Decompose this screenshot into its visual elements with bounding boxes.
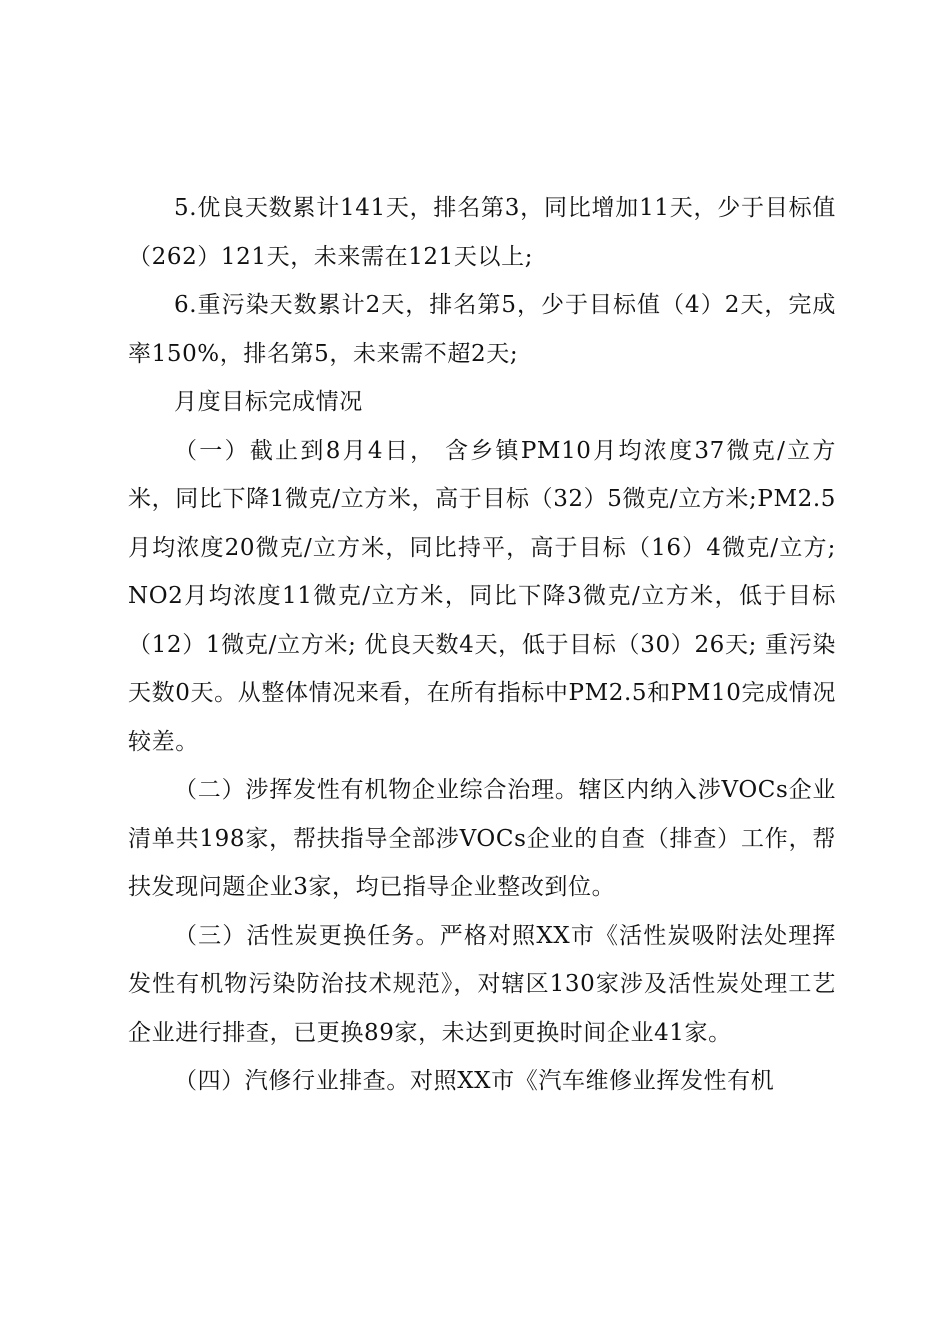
paragraph-section-1-concentrations: （一）截止到8月4日， 含乡镇PM10月均浓度37微克/立方米，同比下降1微克/立方米，高于目标（32）5微克/立方米;PM2.5月均浓度20微克/立方米，同比持平，高于目标（16）4微克/立方; NO2月均浓度11微克/立方米，同比下降3微克/立方米，低于目标（12）1微克/立方米; 优良天数4天，低于目标（30）26天; 重污染天数0天。从整体情况来看，在所有指标中PM2.5和PM10完成情况较差。: [128, 437, 836, 755]
paragraph-section-2-vocs: （二）涉挥发性有机物企业综合治理。辖区内纳入涉VOCs企业清单共198家，帮扶指导全部涉VOCs企业的自查（排查）工作，帮扶发现问题企业3家，均已指导企业整改到位。: [128, 777, 836, 900]
document-body: [128, 184, 836, 1106]
paragraph-section-3-activated-carbon: （三）活性炭更换任务。严格对照XX市《活性炭吸附法处理挥发性有机物污染防治技术规范》，对辖区130家涉及活性炭处理工艺企业进行排查，已更换89家，未达到更换时间企业41家。: [128, 922, 836, 1046]
section-heading-monthly-targets: 月度目标完成情况: [174, 389, 363, 415]
paragraph-section-4-auto-repair: （四）汽修行业排查。对照XX市《汽车维修业挥发性有机: [174, 1068, 775, 1094]
paragraph-good-air-days: 5.优良天数累计141天，排名第3，同比增加11天，少于目标值（262）121天，未来需在121天以上;: [128, 195, 836, 270]
paragraph-heavy-pollution-days: 6.重污染天数累计2天，排名第5，少于目标值（4）2天，完成率150%，排名第5，未来需不超2天;: [128, 292, 836, 367]
